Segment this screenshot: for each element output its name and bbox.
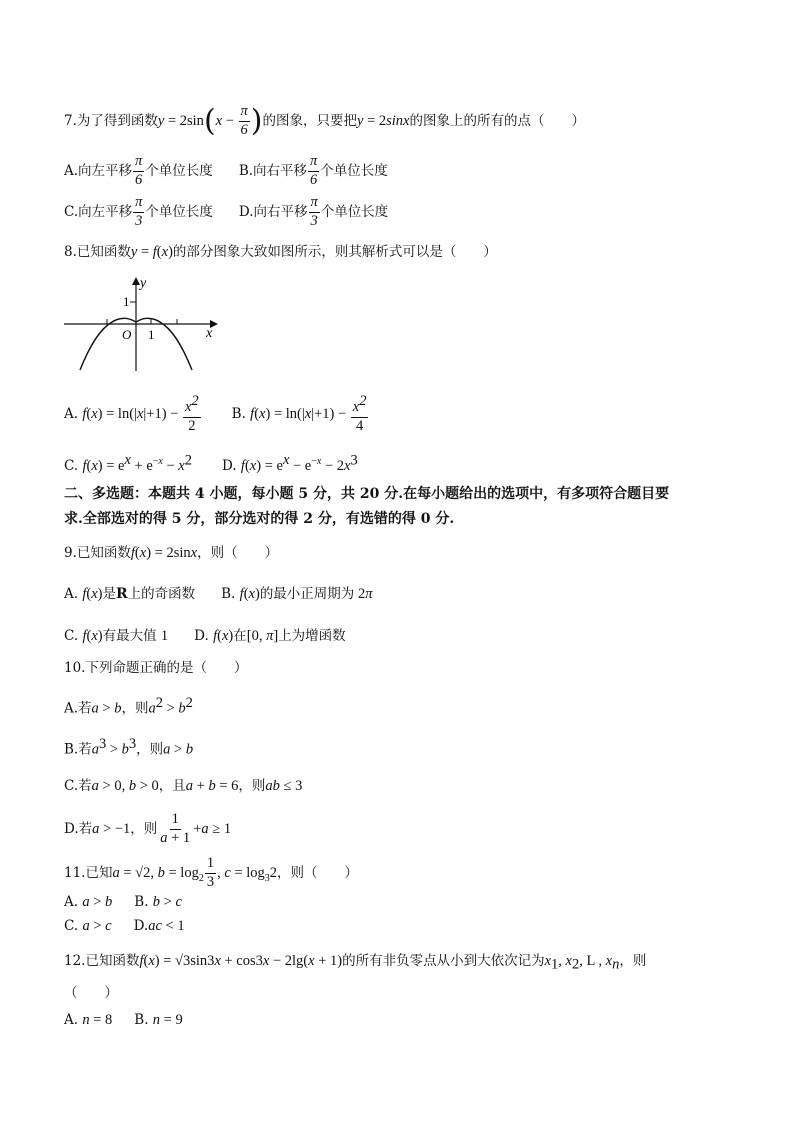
q9-option-c: C. f(x)有最大值 1 [64,628,169,644]
q7-option-c: C.向左平移 $\frac{\pi}{3}$ 个单位长度 [64,194,213,229]
y-axis-arrow [132,277,140,285]
q9-options-ab [64,587,372,602]
q8-options-cd [64,453,358,473]
q10-option-d: D.若a > −1，则 $\frac{1}{a + 1}$ +a ≥ 1 [64,811,232,846]
q8-options-ab [64,394,369,435]
q7-stem-pre: 7.为了得到函数 [64,112,158,129]
q8-option-d: D. $f(x) = e^x - e^{-x} - 2x^3$ [221,452,358,474]
q8-option-a: A. f(x) = ln(|x|+1) − $\frac{x^2}{2}$ [64,393,199,434]
q11-option-d: D.ac < 1 [133,918,185,934]
q10-option-a: A.若a > b，则$a^2 > b^2$ [64,695,193,717]
x-one-label: 1 [148,327,155,342]
q11-stem: 11.已知a = √2, $b = \log_2$ $\frac{1}{3}$ , $c = \log_32$，则（ ） [64,855,358,890]
q10-option-b: B.若$a^3 > b^3$，则a > b [64,736,194,758]
q11-option-a: A. a > b [64,894,113,910]
y-one-label: 1 [123,294,130,309]
q11-options-cd [64,919,185,934]
q7-option-b: B.向右平移 $\frac{\pi}{6}$ 个单位长度 [238,153,388,188]
section2-line1: 二、多选题：本题共 4 小题，每小题 5 分，共 20 分.在每小题给出的选项中，有多项符合题目要 [64,486,670,502]
q7-option-d: D.向右平移 $\frac{\pi}{3}$ 个单位长度 [238,194,389,229]
y-axis-label: y [140,276,147,291]
q10-option-c: C.若a > 0, b > 0，且a + b = 6，则ab ≤ 3 [64,778,303,794]
q7-stem: 7.为了得到函数y = 2sin(x − $\frac{\pi}{6}$ )的图象，只要把y = 2sinx的图象上的所有的点（ ） [64,103,585,139]
origin-label: O [122,327,132,342]
q9-option-d: D. f(x)在[0, π]上为增函数 [194,628,346,644]
x-axis-label: x [206,326,213,341]
q12-stem: 12.已知函数f(x) = √3sin3x + cos3x − 2lg(x + 1)的所有非负零点从小到大依次记为$x_1$, $x_2$, L , $x_n$，则 [64,953,647,973]
q9-options-cd [64,629,346,644]
q9-option-a: A. f(x)是R上的奇函数 [64,586,196,602]
q7-option-a: A.向左平移 $\frac{\pi}{6}$ 个单位长度 [64,153,213,188]
q11-option-b: B. b > c [134,894,182,910]
q9-stem: 9.已知函数f(x) = 2sinx，则（ ） [64,545,279,561]
q8-stem: 8.已知函数y = f(x)的部分图象大致如图所示，则其解析式可以是（ ） [64,244,497,260]
function-graph [60,275,220,375]
q12-options-ab [64,1013,183,1028]
q7-options-ab [64,154,388,189]
q9-option-b: B. f(x)的最小正周期为 2π [221,586,373,602]
section2-line2: 求.全部选对的得 5 分，部分选对的得 2 分，有选错的得 0 分. [64,511,455,527]
q8-option-c: C. $f(x) = e^x + e^{-x} - x^2$ [64,452,192,474]
q12-option-a: A. n = 8 [64,1012,113,1028]
q7-stem-mid: 的图象，只要把 [262,112,358,129]
q12-paren: （ ） [64,985,118,1001]
q12-option-b: B. n = 9 [134,1012,183,1028]
q10-stem: 10.下列命题正确的是（ ） [64,660,248,676]
q8-option-b: B. f(x) = ln(|x|+1) − $\frac{x^2}{4}$ [231,393,367,434]
q11-options-ab [64,895,182,910]
q11-option-c: C. a > c [64,918,112,934]
q7-stem-post: 的图象上的所有的点（ ） [409,112,585,129]
q7-options-cd [64,195,388,230]
